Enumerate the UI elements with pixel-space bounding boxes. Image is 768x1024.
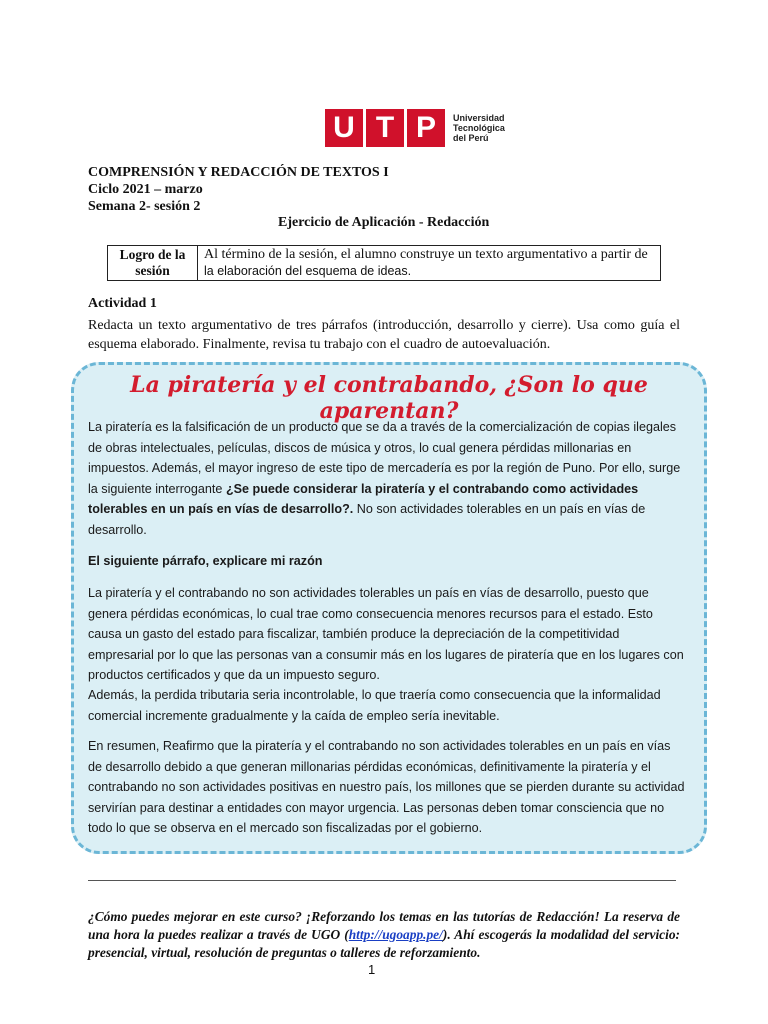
footer-divider [88,880,676,881]
activity-instructions: Redacta un texto argumentativo de tres párrafos (introducción, desarrollo y cierre). Usa como guía el esquema elaborado. Finalmente, revisa tu trabajo con el cuadro de autoevaluación. [88,318,680,352]
logro-text-line-2: la elaboración del esquema de ideas. [204,264,412,278]
logro-text [198,246,660,280]
logro-table [107,245,661,281]
logo-letter-t: T [366,109,404,147]
page-number: 1 [368,962,376,977]
activity-title: Actividad 1 [88,296,157,311]
intro-question: ¿Se puede considerar la piratería y el contrabando como actividades tolerables en un país en vías de desarrollo?. [88,481,639,517]
logo-university-name [453,113,505,143]
ugo-link[interactable]: http://ugoapp.pe/ [348,927,443,942]
logro-label-line-2: sesión [135,263,170,278]
footer-note [88,908,680,962]
footer-text-b: ). Ahí escogerás la modalidad del servicio: presencial, virtual, resolución de preguntas o talleres de reforzamiento. [88,927,680,960]
exercise-title: Ejercicio de Aplicación - Redacción [278,215,490,230]
logo-line-1: Universidad [453,113,505,123]
essay-transition: El siguiente párrafo, explicare mi razón [88,554,323,568]
essay-paragraph-development-2: Además, la perdida tributaria seria incontrolable, lo que traería como consecuencia que la informalidad comercial incremente gradualmente y la caída de empleo sería inevitable. [88,688,661,723]
footer-text-a: ¿Cómo puedes mejorar en este curso? ¡Reforzando los temas en las tutorías de Redacción! La reserva de una hora la puedes realizar a través de UGO ( [88,909,680,942]
logo-letter-p: P [407,109,445,147]
intro-text-a: La piratería es la falsificación de un producto que se da a través de la comercialización de copias ilegales de obras intelectuales, películas, discos de música y otros, lo cual genera pérdidas millonarias en impuestos. Además, el mayor ingreso de este tipo de mercadería es por la región de Puno. Por ello, surge la siguiente interrogante [88,420,681,496]
intro-text-c: No son actividades tolerables en un país en vías de desarrollo. [88,502,646,537]
logo-line-3: del Perú [453,133,489,143]
logro-text-line-1: Al término de la sesión, el alumno construye un texto argumentativo a partir de [204,247,648,262]
cycle-label: Ciclo 2021 – marzo [88,182,203,197]
essay-paragraph-intro [88,417,686,541]
week-label: Semana 2- sesión 2 [88,199,201,214]
essay-paragraph-development: La piratería y el contrabando no son actividades tolerables un país en vías de desarrollo, puesto que genera pérdidas económicas, lo cual trae como consecuencia menores recursos para el estado. Esto causa un gasto del estado para fiscalizar, también produce la depreciación de la competitividad empresarial por lo que las personas van a consumir más en los lugares de piratería que en los lugares con productos certificados y que da un impuesto seguro. [88,586,684,683]
essay-paragraph-conclusion: En resumen, Reafirmo que la piratería y el contrabando no son actividades tolerables en un país en vías de desarrollo debido a que generan millonarias pérdidas económicas, definitivamente la piratería y el contrabando no son actividades positivas en nuestro país, los millones que se pierden durante su actividad servirían para destinar a entidades con mayor urgencia. Las personas deben tomar consciencia que no todo lo que se observa en el mercado son fiscalizadas por el gobierno. [88,739,685,836]
essay-title: La piratería y el contrabando, ¿Son lo que aparentan? [130,372,648,424]
logro-label [108,246,198,280]
logro-label-line-1: Logro de la [119,247,186,262]
course-title: COMPRENSIÓN Y REDACCIÓN DE TEXTOS I [88,165,389,180]
logo-line-2: Tecnológica [453,123,505,133]
logo-letter-u: U [325,109,363,147]
utp-logo [325,109,505,147]
